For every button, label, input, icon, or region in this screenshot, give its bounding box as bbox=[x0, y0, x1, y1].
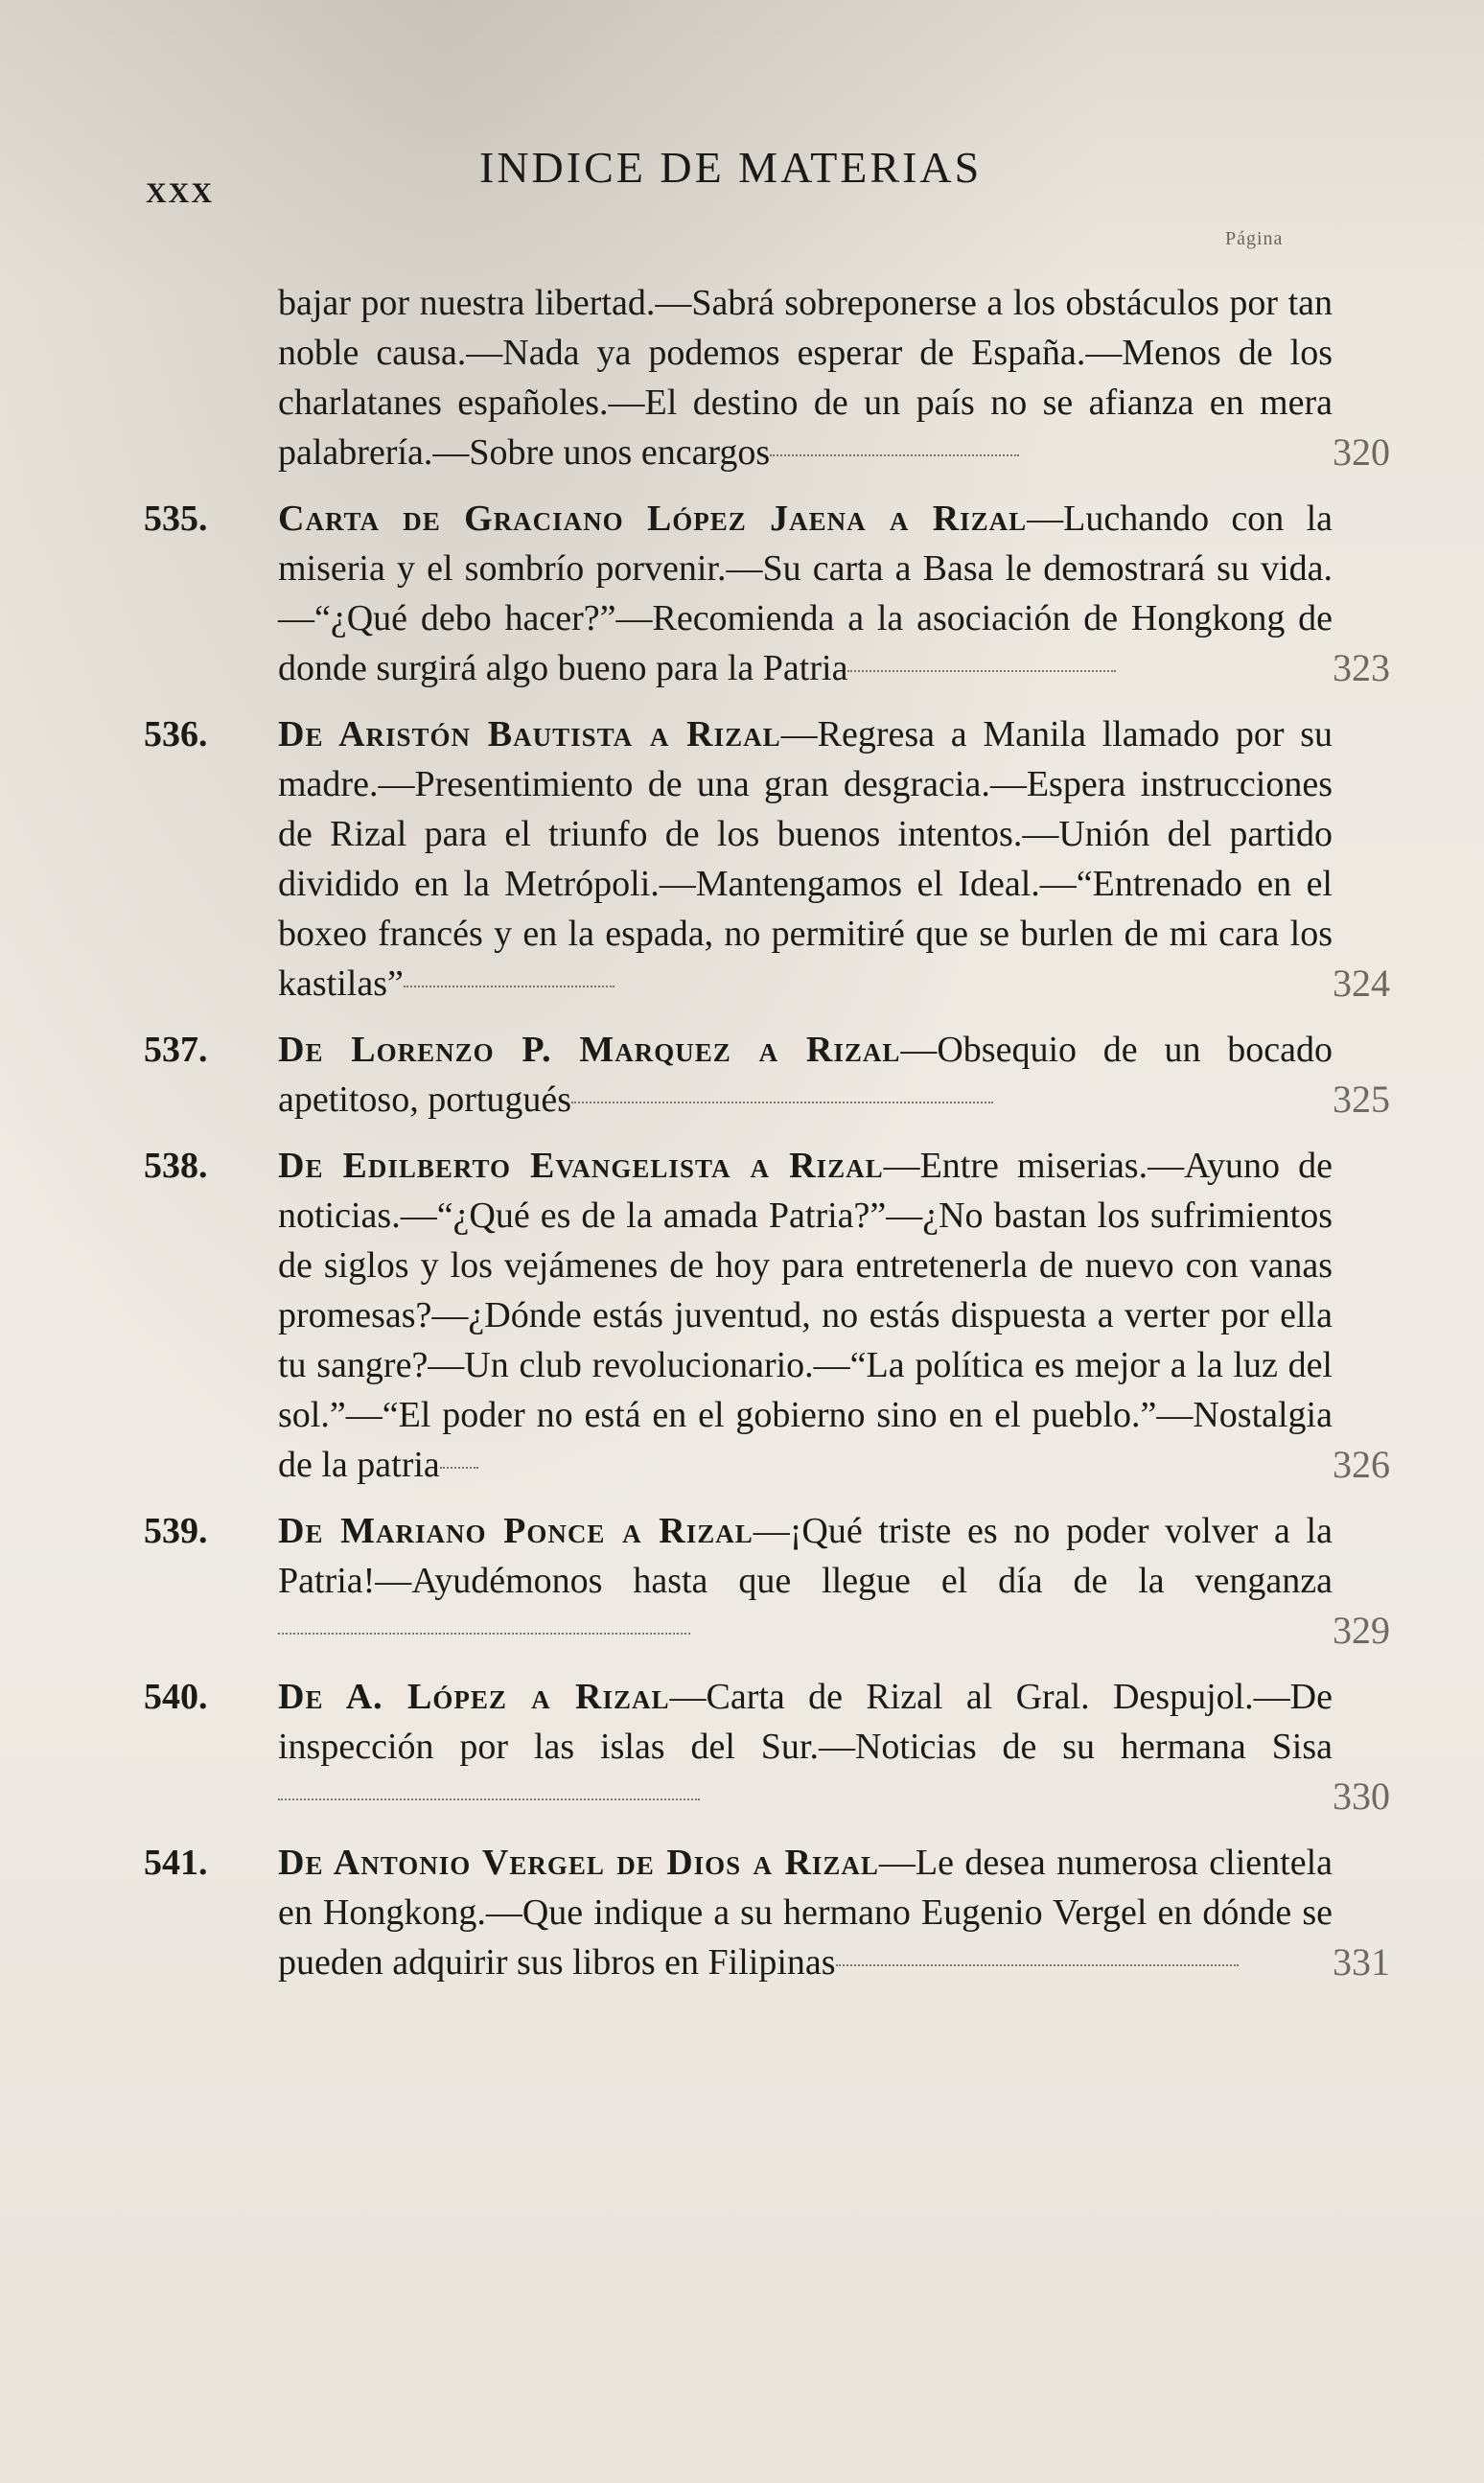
dot-leader bbox=[836, 1964, 1239, 1966]
toc-entry-number: 535. bbox=[144, 499, 208, 539]
toc-entry-537 bbox=[144, 1025, 1390, 1125]
toc-entry-body bbox=[278, 1025, 1333, 1125]
toc-entry-body bbox=[278, 1141, 1333, 1490]
toc-entry-body bbox=[278, 1838, 1333, 1987]
toc-entry-description: bajar por nuestra libertad.—Sabrá sobreponerse a los obstáculos por tan noble causa.—Nada ya podemos esperar de España.—Menos de los charlatanes españoles.—El destino de un país no se afianza en mera palabrería.—Sobre unos encargos bbox=[278, 283, 1333, 473]
toc-entry-title: De Edilberto Evangelista a Rizal bbox=[278, 1146, 884, 1186]
toc-entry-title: De Antonio Vergel de Dios a Rizal bbox=[278, 1843, 879, 1883]
dot-leader bbox=[278, 1633, 690, 1635]
toc-entry-540 bbox=[144, 1672, 1390, 1822]
toc-entry-535 bbox=[144, 494, 1390, 693]
toc-entry-description: —Regresa a Manila llamado por su madre.—Presentimiento de una gran desgracia.—Espera instrucciones de Rizal para el triunfo de los buenos intentos.—Unión del partido dividido en la Metrópoli.—Mantengamos el Ideal.—“Entrenado en el boxeo francés y en la espada, no permitiré que se burlen de mi cara los kastilas” bbox=[278, 714, 1333, 1004]
toc-entry-body bbox=[278, 1672, 1333, 1822]
toc-entry-number: 536. bbox=[144, 714, 208, 754]
dot-leader bbox=[571, 1102, 993, 1103]
toc-entry-page: 331 bbox=[1333, 1940, 1390, 1984]
dot-leader bbox=[847, 670, 1116, 672]
toc-entry-description: —Entre miserias.—Ayuno de noticias.—“¿Qué es de la amada Patria?”—¿No bastan los sufrimientos de siglos y los vejámenes de hoy para entretenerla de nuevo con vanas promesas?—¿Dónde estás juventud, no estás dispuesta a verter por ella tu sangre?—Un club revolucionario.—“La política es mejor a la luz del sol.”—“El poder no está en el gobierno sino en el pueblo.”—Nostalgia de la patria bbox=[278, 1146, 1333, 1485]
toc-entry-number: 540. bbox=[144, 1677, 208, 1717]
toc-entry-description: —Carta de Rizal al Gral. Despujol.—De inspección por las islas del Sur.—Noticias de su hermana Sisa bbox=[278, 1677, 1333, 1767]
toc-entry-number: 538. bbox=[144, 1146, 208, 1186]
toc-entry-page: 329 bbox=[1333, 1609, 1390, 1652]
table-of-contents bbox=[144, 278, 1390, 2004]
toc-entry-page: 324 bbox=[1333, 962, 1390, 1005]
toc-entry-number: 537. bbox=[144, 1030, 208, 1070]
toc-entry-title: De Lorenzo P. Marquez a Rizal bbox=[278, 1030, 901, 1070]
toc-entry-description: —¡Qué triste es no poder volver a la Patria!—Ayudémonos hasta que llegue el día de la venganza bbox=[278, 1511, 1333, 1601]
toc-entry-number: 539. bbox=[144, 1511, 208, 1551]
toc-entry-description: —Le desea numerosa clientela en Hongkong.—Que indique a su hermano Eugenio Vergel en dónde se pueden adquirir sus libros en Filipinas bbox=[278, 1843, 1333, 1983]
toc-entry-title: De A. López a Rizal bbox=[278, 1677, 670, 1717]
toc-entry-539 bbox=[144, 1506, 1390, 1656]
toc-entry-536 bbox=[144, 709, 1390, 1009]
page-number: XXX bbox=[146, 177, 214, 209]
page-title: INDICE DE MATERIAS bbox=[479, 143, 983, 192]
toc-entry-body bbox=[278, 709, 1333, 1009]
toc-entry-description: —Obsequio de un bocado apetitoso, portugués bbox=[278, 1030, 1333, 1120]
dot-leader bbox=[440, 1467, 478, 1469]
toc-entry-title: De Mariano Ponce a Rizal bbox=[278, 1511, 754, 1551]
toc-entry-description: —Luchando con la miseria y el sombrío porvenir.—Su carta a Basa le demostrará su vida.—“¿Qué debo hacer?”—Recomienda a la asociación de Hongkong de donde surgirá algo bueno para la Patria bbox=[278, 499, 1333, 688]
dot-leader bbox=[278, 1798, 700, 1800]
toc-entry-page: 326 bbox=[1333, 1443, 1390, 1486]
dot-leader bbox=[404, 986, 614, 987]
toc-entry-541 bbox=[144, 1838, 1390, 1987]
dot-leader bbox=[770, 454, 1019, 456]
toc-entry-body bbox=[278, 1506, 1333, 1656]
toc-entry-continued bbox=[144, 278, 1390, 477]
toc-entry-body bbox=[278, 494, 1333, 693]
toc-entry-page: 323 bbox=[1333, 646, 1390, 689]
toc-entry-number: 541. bbox=[144, 1843, 208, 1883]
toc-entry-page: 330 bbox=[1333, 1775, 1390, 1818]
toc-entry-title: Carta de Graciano López Jaena a Rizal bbox=[278, 499, 1028, 539]
toc-entry-title: De Aristón Bautista a Rizal bbox=[278, 714, 781, 754]
pagina-column-label: Página bbox=[1225, 228, 1284, 249]
toc-entry-538 bbox=[144, 1141, 1390, 1490]
toc-entry-page: 325 bbox=[1333, 1078, 1390, 1121]
toc-entry-page: 320 bbox=[1333, 430, 1390, 474]
toc-entry-body bbox=[278, 278, 1333, 477]
